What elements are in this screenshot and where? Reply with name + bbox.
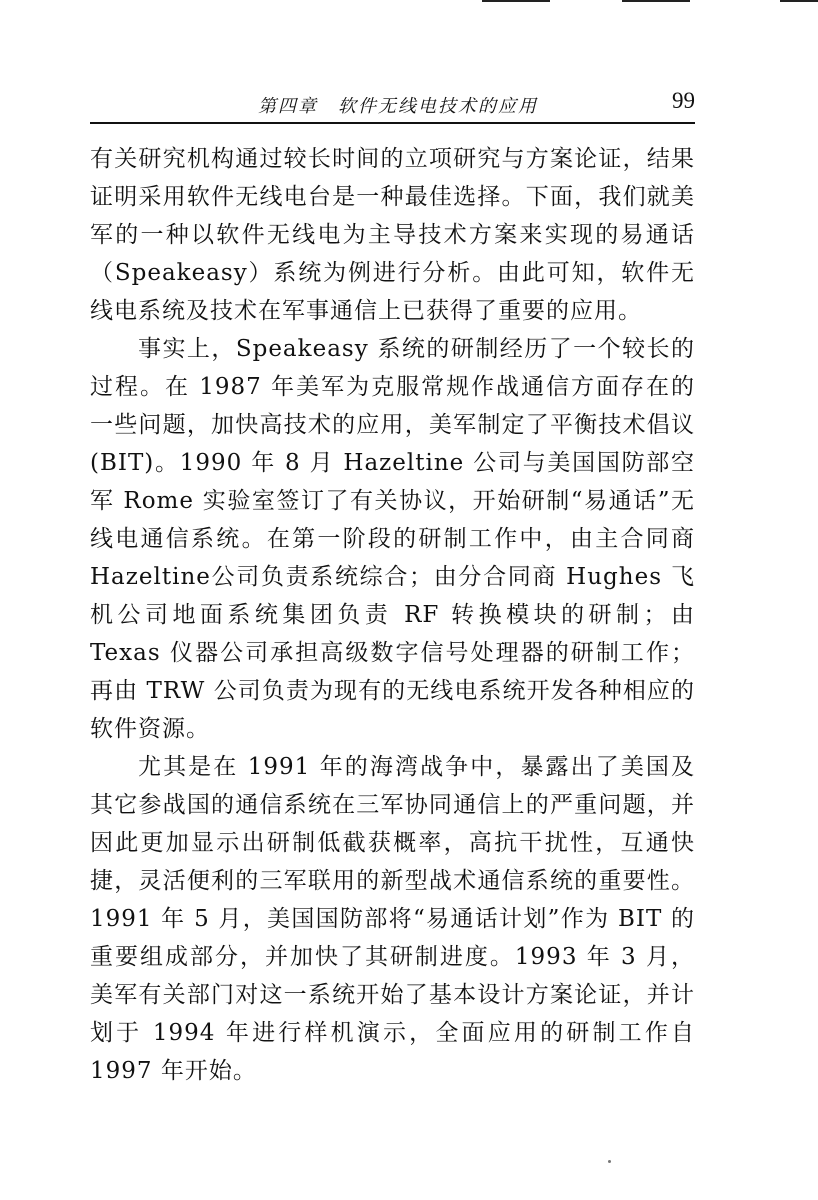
header-rule: [90, 122, 695, 124]
top-edge-mark: [482, 0, 550, 2]
top-edge-mark: [780, 0, 818, 2]
page-number: 99: [672, 88, 695, 113]
paragraph: 事实上，Speakeasy 系统的研制经历了一个较长的过程。在 1987 年美军为克服常规作战通信方面存在的一些问题，加快高技术的应用，美军制定了平衡技术倡议(BIT)。1990 年 8 月 Hazeltine 公司与美国国防部空军 Rome 实验室签订了有关协议，开始研制“易通话”无线电通信系统。在第一阶段的研制工作中，由主合同商 Hazeltine公司负责系统综合；由分合同商 Hughes 飞机公司地面系统集团负责 RF 转换模块的研制；由 Texas 仪器公司承担高级数字信号处理器的研制工作；再由 TRW 公司负责为现有的无线电系统开发各种相应的软件资源。: [90, 336, 695, 742]
scan-speck: [608, 1160, 611, 1163]
paragraph: 尤其是在 1991 年的海湾战争中，暴露出了美国及其它参战国的通信系统在三军协同通信上的严重问题，并因此更加显示出研制低截获概率，高抗干扰性，互通快捷，灵活便利的三军联用的新型战术通信系统的重要性。1991 年 5 月，美国国防部将“易通话计划”作为 BIT 的重要组成部分，并加快了其研制进度。1993 年 3 月，美军有关部门对这一系统开始了基本设计方案论证，并计划于 1994 年进行样机演示，全面应用的研制工作自 1997 年开始。: [90, 754, 695, 1084]
paragraph: 有关研究机构通过较长时间的立项研究与方案论证，结果证明采用软件无线电台是一种最佳选择。下面，我们就美军的一种以软件无线电为主导技术方案来实现的易通话（Speakeasy）系统为例进行分析。由此可知，软件无线电系统及技术在军事通信上已获得了重要的应用。: [90, 146, 695, 324]
top-edge-mark: [622, 0, 690, 2]
running-title: 第四章 软件无线电技术的应用: [258, 96, 538, 117]
body-text: [90, 140, 695, 1090]
page-header: [90, 88, 695, 120]
